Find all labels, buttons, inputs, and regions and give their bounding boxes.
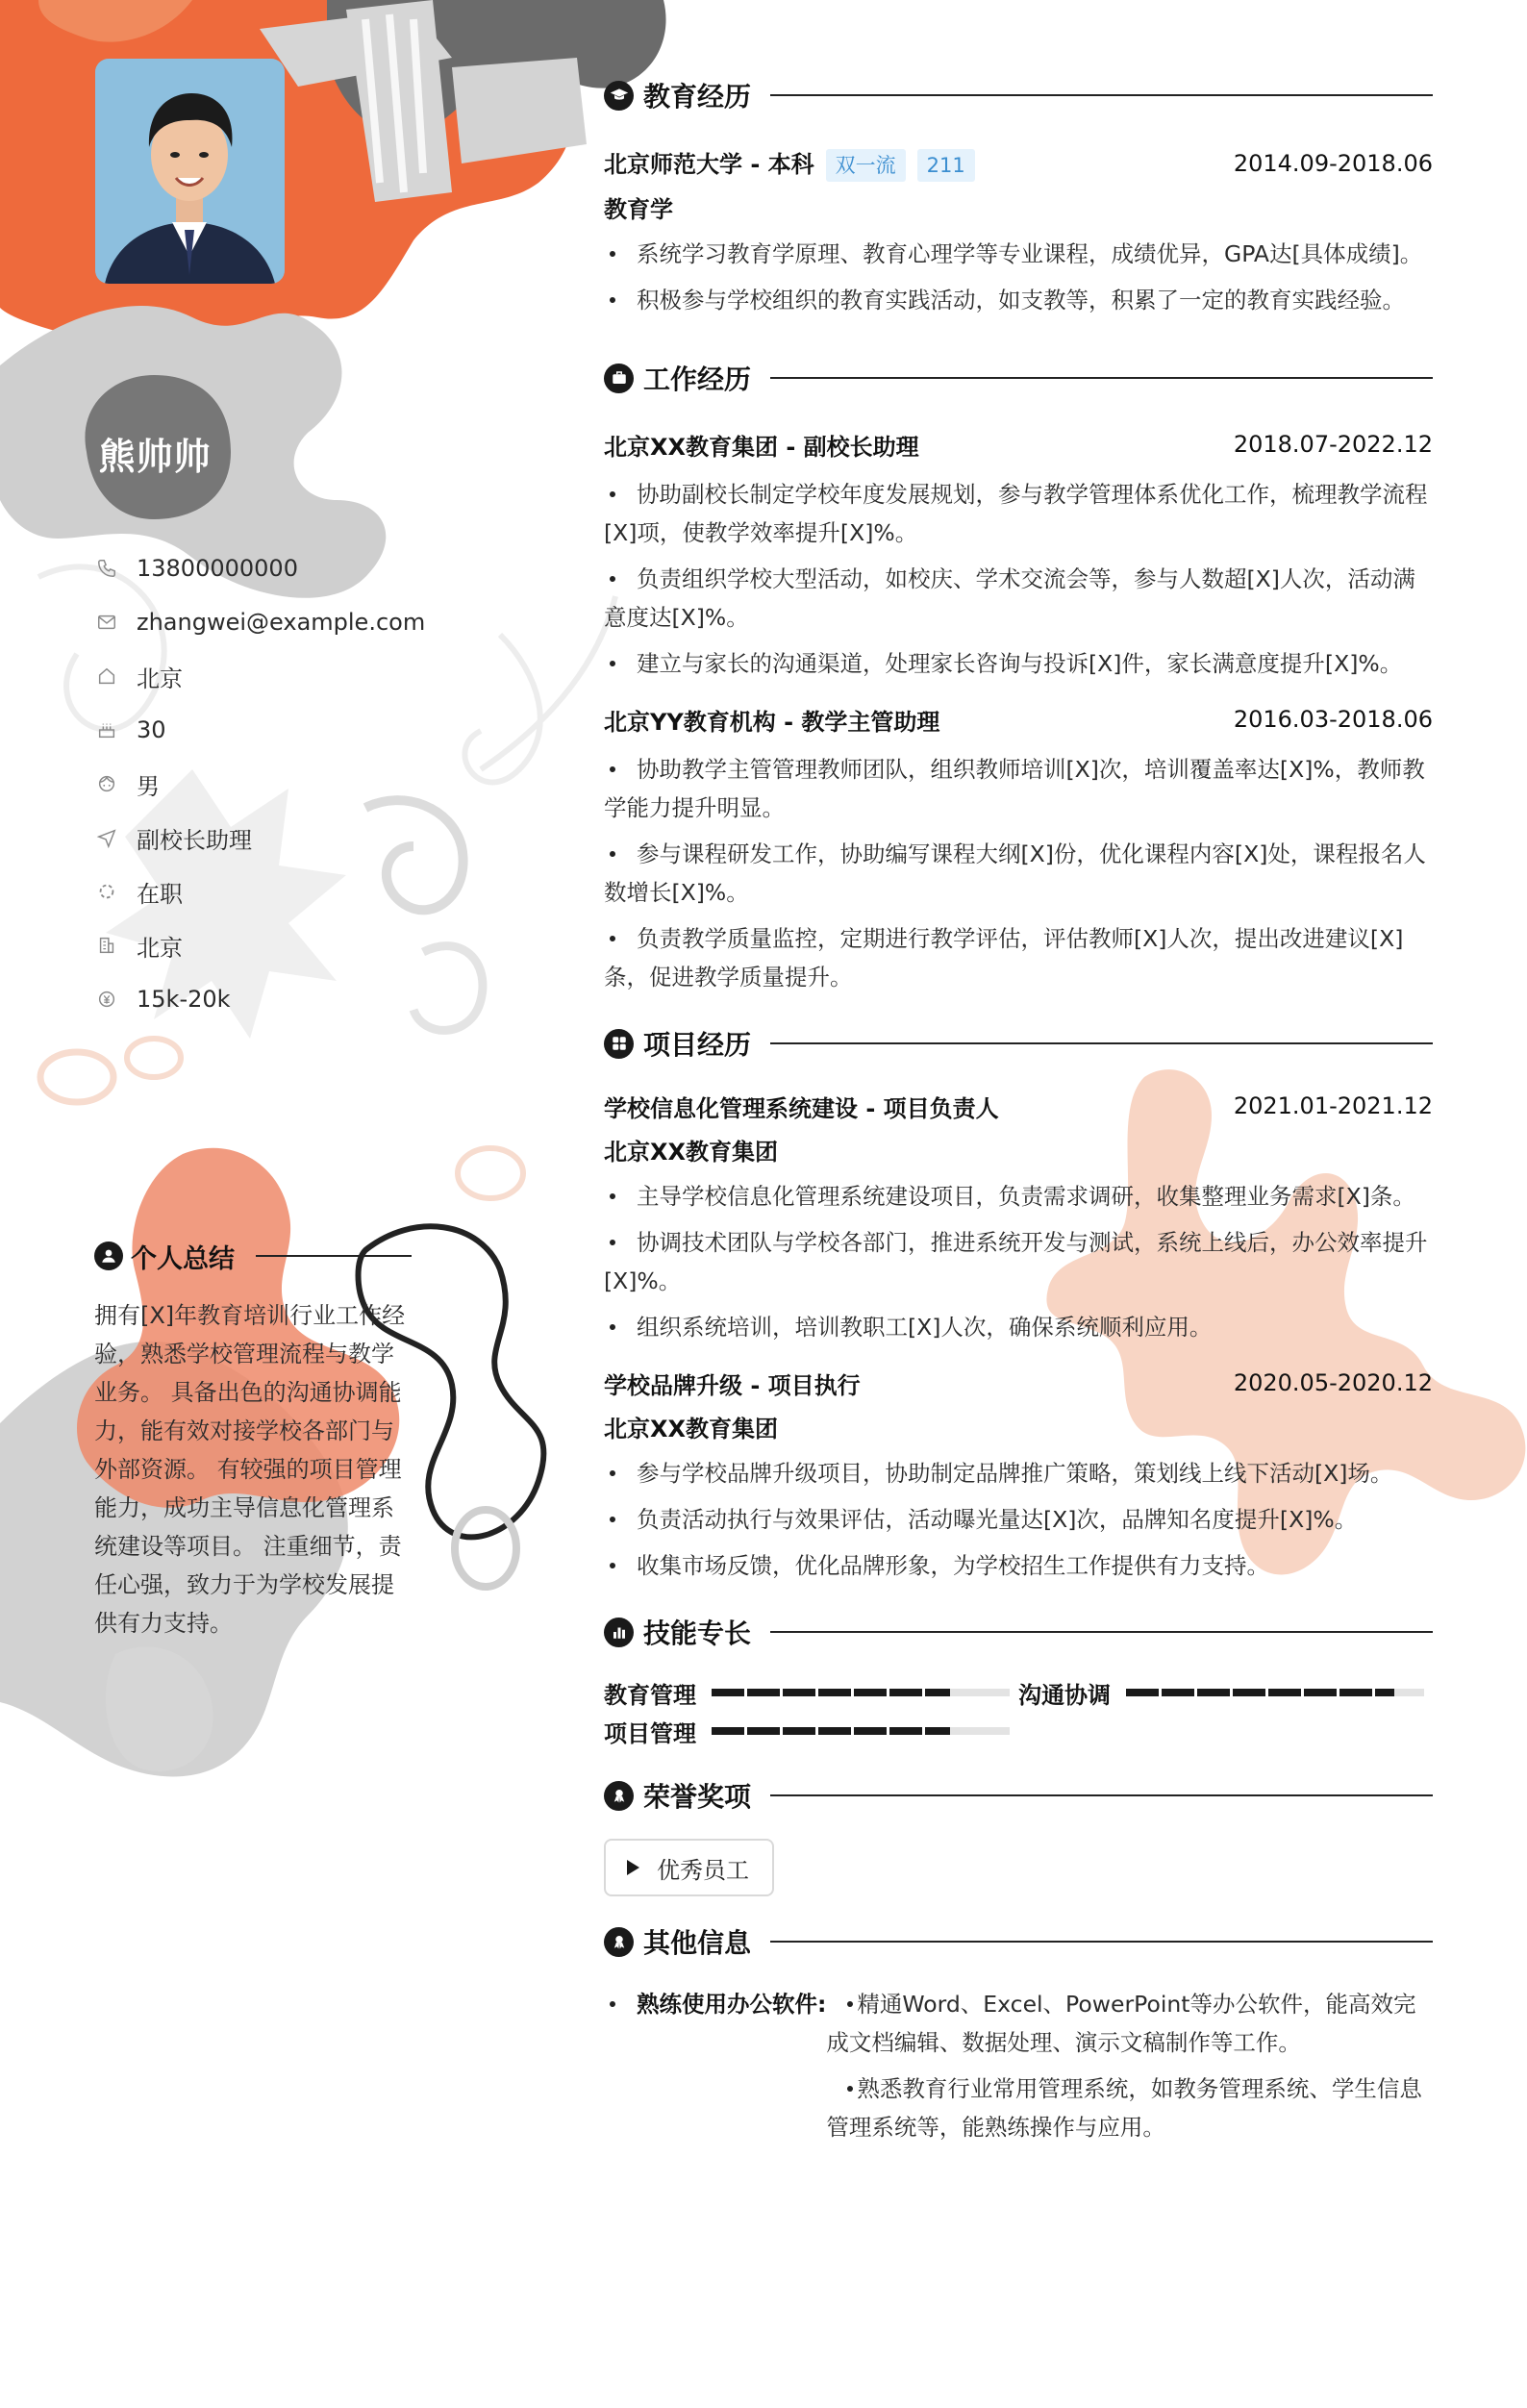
phone-text: 13800000000 bbox=[137, 555, 298, 582]
contact-email bbox=[94, 595, 498, 649]
education-school-line bbox=[604, 145, 975, 182]
project-entry-1 bbox=[604, 1087, 1433, 1346]
skill-bar-fill bbox=[712, 1689, 950, 1696]
honors-header bbox=[604, 1775, 1433, 1816]
education-header bbox=[604, 75, 1433, 115]
project-entry-head bbox=[604, 1087, 1433, 1125]
bar-chart-icon bbox=[604, 1618, 634, 1647]
list-item: 收集市场反馈，优化品牌形象，为学校招生工作提供有力支持。 bbox=[604, 1546, 1433, 1585]
list-item: 参与学校品牌升级项目，协助制定品牌推广策略，策划线上线下活动[X]场。 bbox=[604, 1454, 1433, 1492]
summary-header bbox=[94, 1237, 412, 1275]
education-bullets bbox=[604, 235, 1433, 319]
work-entry-head bbox=[604, 425, 1433, 464]
work-heading: 北京YY教育机构 - 教学主管助理 bbox=[604, 708, 940, 736]
email-icon bbox=[94, 610, 119, 635]
skill-bar bbox=[712, 1727, 1010, 1735]
project-bullets bbox=[604, 1454, 1433, 1585]
other-title: 其他信息 bbox=[643, 1927, 752, 1959]
tag-211: 211 bbox=[917, 149, 975, 182]
send-icon bbox=[94, 825, 119, 850]
cake-icon bbox=[94, 717, 119, 742]
peach-ring-1 bbox=[40, 1052, 113, 1102]
graduation-cap-icon bbox=[604, 81, 634, 111]
summary-section bbox=[94, 1237, 412, 1643]
work-entry-1 bbox=[604, 425, 1433, 683]
building-icon bbox=[94, 933, 119, 958]
city-text: 北京 bbox=[137, 665, 183, 692]
skill-name: 教育管理 bbox=[604, 1681, 696, 1709]
project-date: 2021.01-2021.12 bbox=[1233, 1092, 1433, 1119]
education-title: 教育经历 bbox=[643, 81, 752, 113]
work-bullets bbox=[604, 475, 1433, 683]
candidate-name: 熊帅帅 bbox=[98, 436, 212, 478]
grid-icon bbox=[604, 1029, 634, 1059]
contact-gender bbox=[94, 757, 498, 811]
project-heading: 学校信息化管理系统建设 - 项目负责人 bbox=[604, 1094, 999, 1122]
work-header bbox=[604, 358, 1433, 398]
project-entry-head bbox=[604, 1364, 1433, 1402]
peach-ring-2 bbox=[127, 1039, 181, 1077]
list-item: 协调技术团队与学校各部门，推进系统开发与测试，系统上线后，办公效率提升[X]%。 bbox=[604, 1223, 1433, 1300]
list-item: 协助教学主管管理教师团队，组织教师培训[X]次，培训覆盖率达[X]%，教师教学能力提升明显。 bbox=[604, 750, 1433, 827]
award-label: 优秀员工 bbox=[657, 1856, 749, 1884]
skills-row-2 bbox=[604, 1712, 1433, 1750]
education-school: 北京师范大学 - 本科 bbox=[604, 151, 814, 178]
list-item: 参与课程研发工作，协助编写课程大纲[X]份，优化课程内容[X]处，课程报名人数增长[X]%。 bbox=[604, 835, 1433, 912]
profile-photo bbox=[95, 59, 285, 284]
other-divider bbox=[770, 1941, 1433, 1943]
tag-double-first-class: 双一流 bbox=[826, 149, 906, 182]
list-item: 精通Word、Excel、PowerPoint等办公软件，能高效完成文档编辑、数据处理、演示文稿制作等工作。 bbox=[826, 1985, 1433, 2062]
summary-divider bbox=[256, 1255, 412, 1257]
email-text: zhangwei@example.com bbox=[137, 609, 426, 636]
briefcase-icon bbox=[604, 364, 634, 393]
skill-name: 沟通协调 bbox=[1018, 1681, 1111, 1709]
play-icon bbox=[627, 1860, 639, 1875]
list-item: 负责组织学校大型活动，如校庆、学术交流会等，参与人数超[X]人次，活动满意度达[X]%。 bbox=[604, 560, 1433, 637]
salary-icon bbox=[94, 987, 119, 1012]
contact-list bbox=[94, 541, 498, 1026]
other-label: 熟练使用办公软件: bbox=[604, 1985, 826, 2154]
gray-ring-small bbox=[455, 1510, 516, 1587]
honors-divider bbox=[770, 1794, 1433, 1796]
gender-text: 男 bbox=[137, 772, 160, 800]
skill-item bbox=[604, 1676, 1018, 1710]
skill-bar bbox=[1126, 1689, 1424, 1696]
gender-icon bbox=[94, 771, 119, 796]
name-badge bbox=[83, 399, 227, 514]
list-item: 系统学习教育学原理、教育心理学等专业课程，成绩优异，GPA达[具体成绩]。 bbox=[604, 235, 1433, 273]
gray-cross-3 bbox=[452, 58, 587, 163]
award-badge bbox=[604, 1839, 774, 1896]
other-bullets bbox=[826, 1985, 1433, 2154]
phone-icon bbox=[94, 556, 119, 581]
work-bullets bbox=[604, 750, 1433, 996]
other-entry bbox=[604, 1985, 1433, 2154]
work-divider bbox=[770, 377, 1433, 379]
peach-ring-3 bbox=[458, 1148, 523, 1198]
skill-name: 项目管理 bbox=[604, 1719, 696, 1747]
main-column bbox=[604, 75, 1433, 2154]
work-entry-head bbox=[604, 700, 1433, 739]
age-text: 30 bbox=[137, 716, 166, 743]
list-item: 熟悉教育行业常用管理系统，如教务管理系统、学生信息管理系统等，能熟练操作与应用。 bbox=[826, 2069, 1433, 2146]
skill-item bbox=[604, 1715, 1027, 1748]
skills-title: 技能专长 bbox=[643, 1618, 752, 1649]
work-heading: 北京XX教育集团 - 副校长助理 bbox=[604, 433, 919, 461]
list-item: 负责活动执行与效果评估，活动曝光量达[X]次，品牌知名度提升[X]%。 bbox=[604, 1500, 1433, 1539]
home-icon bbox=[94, 664, 119, 689]
info-icon bbox=[604, 1927, 634, 1957]
skills-row-1 bbox=[604, 1673, 1433, 1712]
education-entry-head bbox=[604, 144, 1433, 183]
project-entry-2 bbox=[604, 1364, 1433, 1585]
projects-divider bbox=[770, 1042, 1433, 1044]
position-text: 副校长助理 bbox=[137, 826, 252, 854]
education-divider bbox=[770, 94, 1433, 96]
list-item: 主导学校信息化管理系统建设项目，负责需求调研，收集整理业务需求[X]条。 bbox=[604, 1177, 1433, 1216]
skills-header bbox=[604, 1612, 1433, 1652]
work-entry-2 bbox=[604, 700, 1433, 996]
contact-city bbox=[94, 649, 498, 703]
work-date: 2018.07-2022.12 bbox=[1233, 431, 1433, 458]
contact-work-city bbox=[94, 918, 498, 972]
list-item: 负责教学质量监控，定期进行教学评估，评估教师[X]人次，提出改进建议[X]条，促进教学质量提升。 bbox=[604, 919, 1433, 996]
education-entry bbox=[604, 144, 1433, 319]
honors-list bbox=[604, 1839, 1433, 1896]
honors-title: 荣誉奖项 bbox=[643, 1781, 752, 1813]
contact-position bbox=[94, 811, 498, 865]
work-title: 工作经历 bbox=[643, 364, 752, 395]
project-heading: 学校品牌升级 - 项目执行 bbox=[604, 1371, 861, 1399]
contact-phone bbox=[94, 541, 498, 595]
project-bullets bbox=[604, 1177, 1433, 1346]
projects-title: 项目经历 bbox=[643, 1029, 752, 1061]
skill-bar bbox=[712, 1689, 1010, 1696]
contact-age bbox=[94, 703, 498, 757]
education-major: 教育学 bbox=[604, 196, 673, 223]
projects-header bbox=[604, 1023, 1433, 1064]
summary-text: 拥有[X]年教育培训行业工作经验，熟悉学校管理流程与教学业务。 具备出色的沟通协调能力，能有效对接学校各部门与外部资源。 有较强的项目管理能力，成功主导信息化管理系统建设等项目。 注重细节，责任心强，致力于为学校发展提供有力支持。 bbox=[94, 1302, 406, 1637]
other-header bbox=[604, 1921, 1433, 1962]
skill-bar-fill bbox=[712, 1727, 950, 1735]
project-date: 2020.05-2020.12 bbox=[1233, 1369, 1433, 1396]
list-item: 组织系统培训，培训教职工[X]人次，确保系统顺利应用。 bbox=[604, 1308, 1433, 1346]
status-text: 在职 bbox=[137, 880, 183, 908]
project-org: 北京XX教育集团 bbox=[604, 1139, 779, 1166]
status-icon bbox=[94, 879, 119, 904]
list-item: 积极参与学校组织的教育实践活动，如支教等，积累了一定的教育实践经验。 bbox=[604, 281, 1433, 319]
list-item: 协助副校长制定学校年度发展规划，参与教学管理体系优化工作，梳理教学流程[X]项，使教学效率提升[X]%。 bbox=[604, 475, 1433, 552]
contact-salary bbox=[94, 972, 498, 1026]
skill-bar-fill bbox=[1126, 1689, 1394, 1696]
salary-text: 15k-20k bbox=[137, 986, 231, 1013]
summary-title: 个人总结 bbox=[131, 1243, 235, 1274]
list-item: 建立与家长的沟通渠道，处理家长咨询与投诉[X]件，家长满意度提升[X]%。 bbox=[604, 644, 1433, 683]
project-org: 北京XX教育集团 bbox=[604, 1416, 779, 1442]
work-date: 2016.03-2018.06 bbox=[1233, 706, 1433, 733]
skill-item bbox=[1018, 1676, 1433, 1710]
skills-divider bbox=[770, 1631, 1433, 1633]
work-city-text: 北京 bbox=[137, 934, 183, 962]
education-date: 2014.09-2018.06 bbox=[1233, 150, 1433, 177]
contact-status bbox=[94, 865, 498, 918]
award-icon bbox=[604, 1781, 634, 1811]
user-icon bbox=[94, 1242, 123, 1270]
